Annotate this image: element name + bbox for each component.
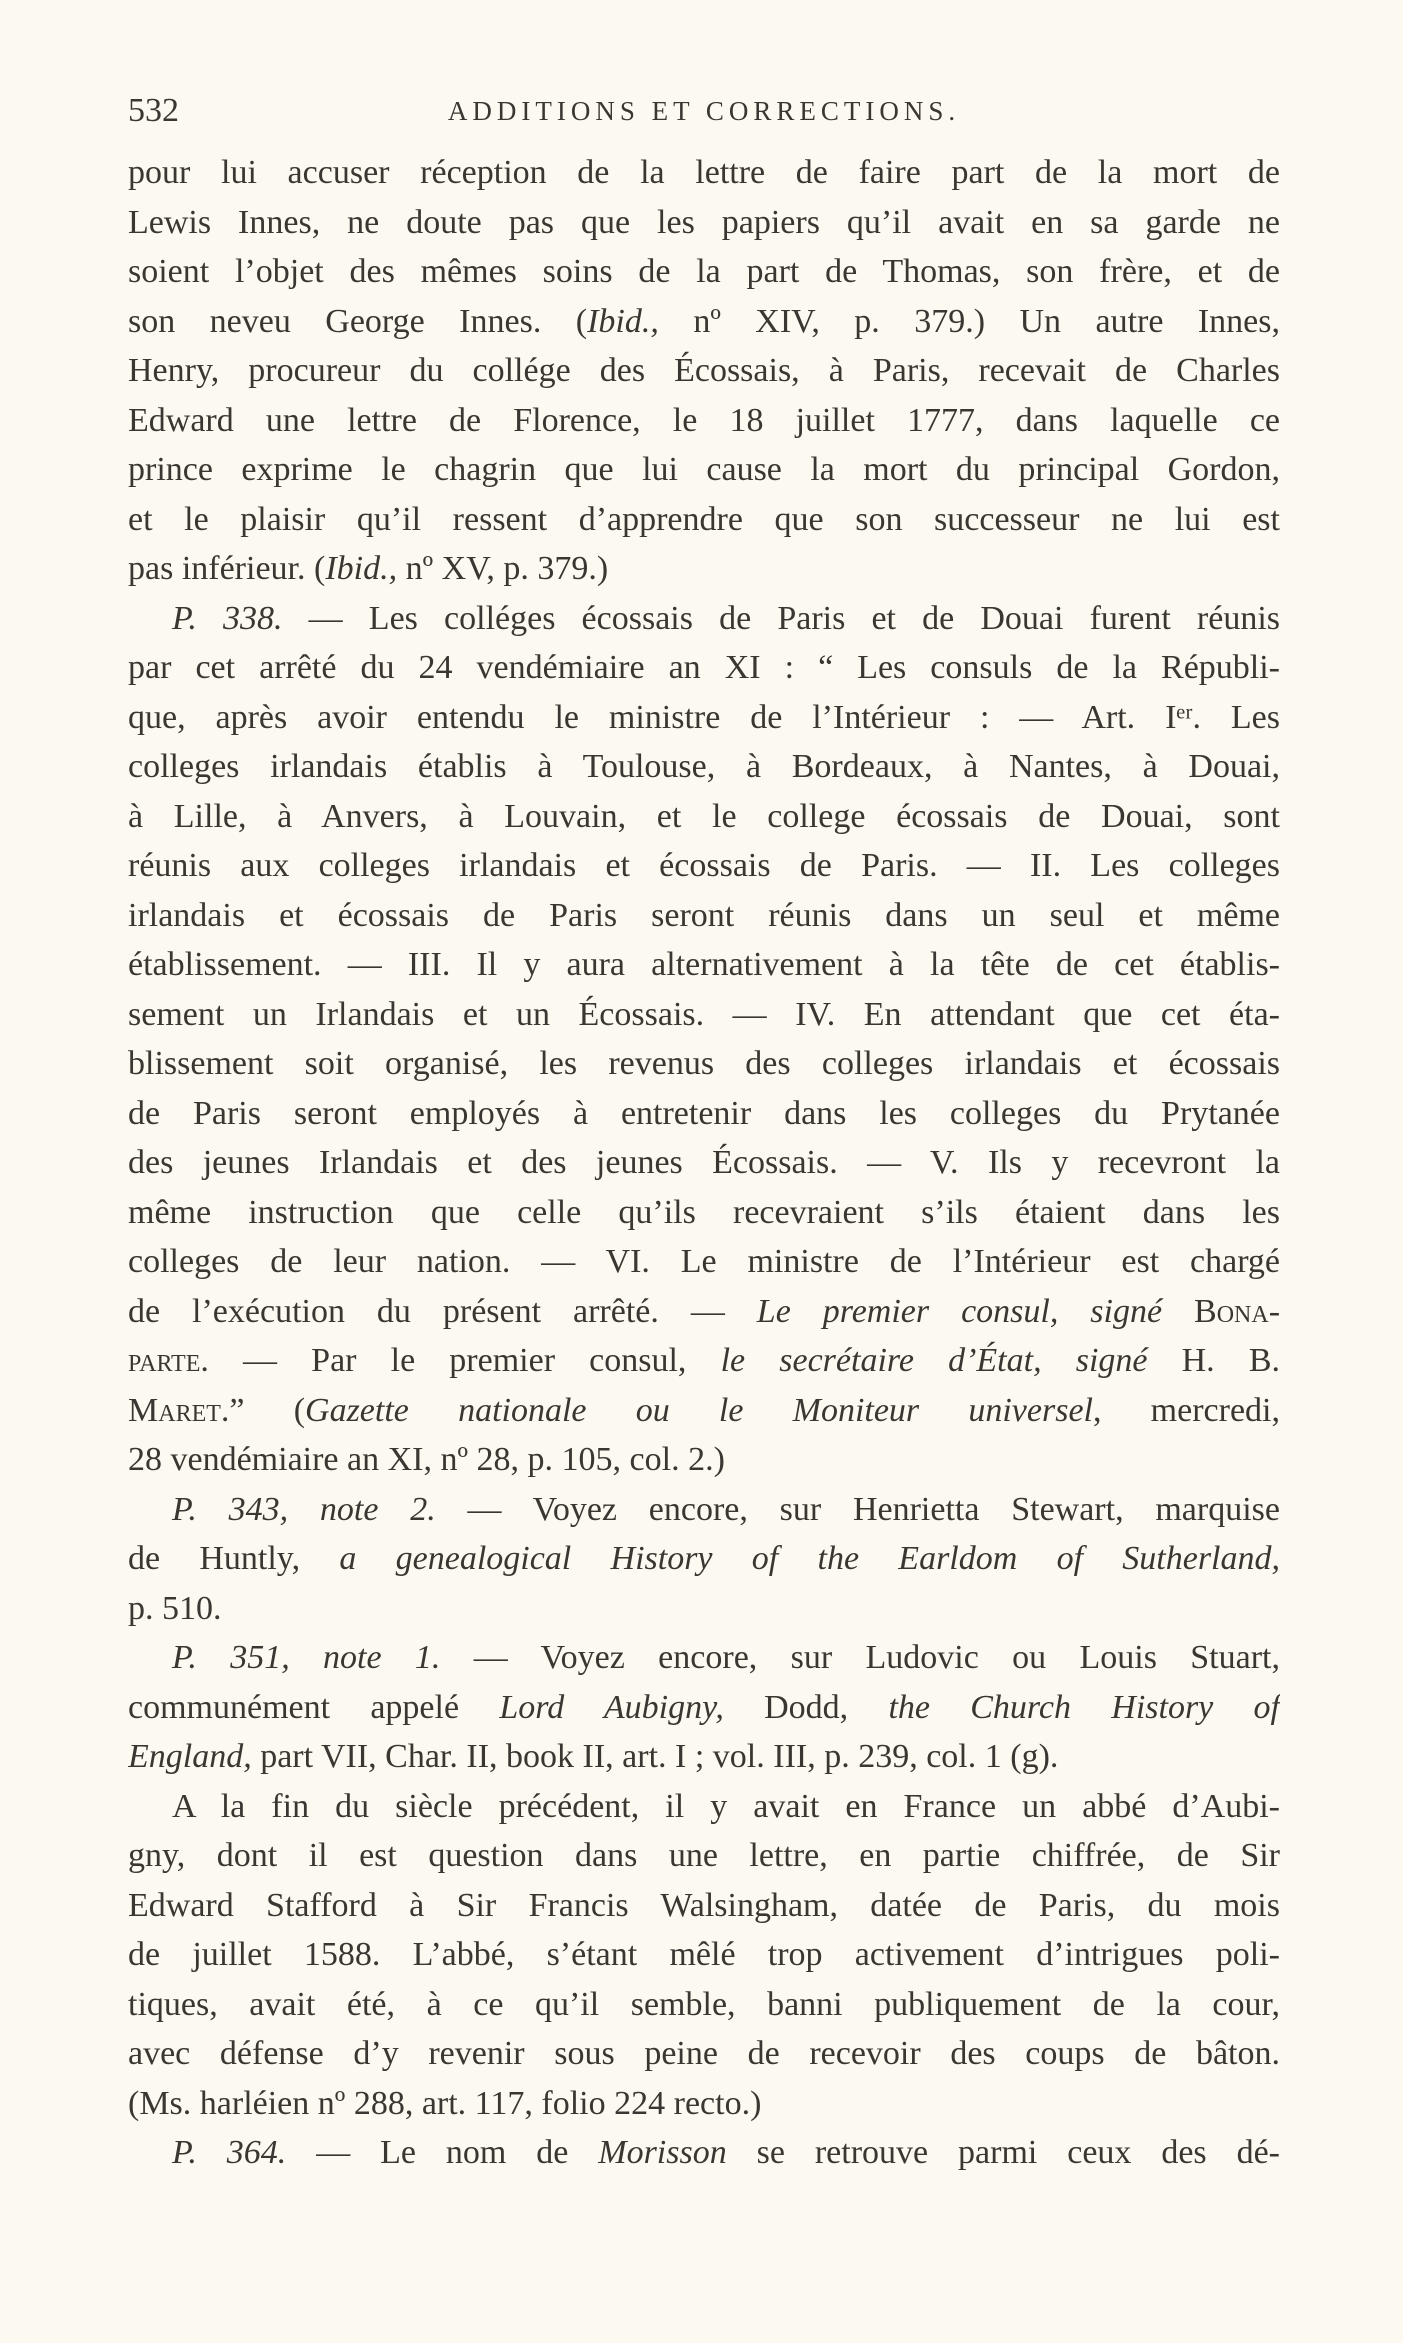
text-line <box>128 1732 1280 1782</box>
text-run: pour lui accuser réception de la lettre de faire part de la mort de <box>128 154 1280 191</box>
italic-text: P. 343, note 2. <box>172 1490 436 1528</box>
text-run: nº XV, p. 379.) <box>397 550 609 587</box>
text-run: Edward Stafford à Sir Francis Walsingham, datée de Paris, du mois <box>128 1886 1280 1924</box>
text-line <box>128 1534 1280 1584</box>
text-line <box>128 1980 1280 2030</box>
text-run: à Lille, à Anvers, à Louvain, et le college écossais de Douai, sont <box>128 797 1280 835</box>
text-run: (Ms. harléien nº 288, art. 117, folio 224 recto.) <box>128 2084 762 2122</box>
running-title: ADDITIONS ET CORRECTIONS. <box>447 96 961 126</box>
text-line <box>128 891 1280 941</box>
text-run: de Paris seront employés à entretenir dans les colleges du Prytanée <box>128 1094 1280 1132</box>
text-run: même instruction que celle qu’ils recevraient s’ils étaient dans les <box>128 1193 1280 1231</box>
text-line <box>128 1237 1280 1287</box>
italic-text: P. 364. <box>172 2134 287 2171</box>
text-line <box>128 1287 1280 1337</box>
italic-text: England, <box>128 1738 252 1775</box>
text-run: nº XIV, p. 379.) Un autre Innes, <box>658 302 1280 340</box>
text-run: p. 510. <box>128 1589 222 1627</box>
text-run: , mercredi, <box>1092 1391 1280 1429</box>
italic-text: the Church History of <box>888 1688 1280 1726</box>
italic-text: Ibid., <box>325 550 398 587</box>
text-line <box>128 742 1280 792</box>
text-run: réunis aux colleges irlandais et écossais de Paris. — II. Les colleges <box>128 847 1280 884</box>
small-caps-text: Maret. <box>128 1391 230 1429</box>
page-header <box>128 92 1280 140</box>
text-run: colleges de leur nation. — VI. Le ministre de l’Intérieur est chargé <box>128 1243 1280 1280</box>
text-run: Dodd, <box>723 1688 889 1726</box>
text-run: blissement soit organisé, les revenus des colleges irlandais et écossais <box>128 1045 1280 1082</box>
text-run: tiques, avait été, à ce qu’il semble, banni publiquement de la cour, <box>128 1985 1280 2023</box>
text-line <box>128 247 1280 297</box>
text-line <box>128 198 1280 248</box>
text-line <box>128 1138 1280 1188</box>
text-run: et le plaisir qu’il ressent d’apprendre que son successeur ne lui est <box>128 500 1280 538</box>
text-run: 28 vendémiaire an XI, nº 28, p. 105, col. 2.) <box>128 1441 725 1478</box>
text-line <box>128 297 1280 347</box>
italic-text: le secrétaire d’État, signé <box>720 1342 1148 1379</box>
text-line <box>128 396 1280 446</box>
text-line <box>128 1386 1280 1436</box>
text-line <box>128 1782 1280 1832</box>
text-run: gny, dont il est question dans une lettre, en partie chiffrée, de Sir <box>128 1837 1280 1874</box>
text-line <box>128 2029 1280 2079</box>
text-line <box>128 693 1280 743</box>
text-line <box>128 2079 1280 2129</box>
text-run: — Les colléges écossais de Paris et de Douai furent réunis <box>282 599 1280 637</box>
text-run: ” ( <box>229 1391 306 1429</box>
text-run: part VII, Char. II, book II, art. I ; vol. III, p. 239, col. 1 (g). <box>251 1738 1059 1775</box>
text-run: Lewis Innes, ne doute pas que les papiers qu’il avait en sa garde ne <box>128 203 1280 241</box>
text-run: — Le nom de <box>286 2134 599 2171</box>
italic-text: Morisson <box>598 2134 727 2171</box>
italic-text: P. 338. <box>172 599 283 637</box>
text-run: avec défense d’y revenir sous peine de recevoir des coups de bâton. <box>128 2035 1280 2072</box>
text-run: de l’exécution du présent arrêté. — <box>128 1292 757 1330</box>
text-line <box>128 495 1280 545</box>
text-line <box>128 1039 1280 1089</box>
text-run: communément appelé <box>128 1688 500 1726</box>
text-run: des jeunes Irlandais et des jeunes Écossais. — V. Ils y recevront la <box>128 1144 1280 1181</box>
text-run: pas inférieur. ( <box>128 550 326 587</box>
page-body-text <box>128 148 1280 2178</box>
text-run: Henry, procureur du collége des Écossais, à Paris, recevait de Charles <box>128 352 1280 389</box>
text-line <box>128 990 1280 1040</box>
text-line <box>128 792 1280 842</box>
text-run: — Voyez encore, sur Ludovic ou Louis Stuart, <box>440 1639 1280 1676</box>
text-run: — Voyez encore, sur Henrietta Stewart, marquise <box>435 1490 1280 1528</box>
text-run: son neveu George Innes. ( <box>128 302 588 340</box>
text-line <box>128 1633 1280 1683</box>
text-run: de juillet 1588. L’abbé, s’étant mêlé trop activement d’intrigues poli- <box>128 1936 1280 1973</box>
text-line <box>128 594 1280 644</box>
italic-text: a genealogical History of the Earldom of Sutherland, <box>339 1540 1280 1577</box>
text-line <box>128 2128 1280 2178</box>
italic-text: P. 351, note 1. <box>172 1639 441 1676</box>
text-run: par cet arrêté du 24 vendémiaire an XI : “ Les consuls de la Républi- <box>128 649 1280 686</box>
text-run: se retrouve parmi ceux des dé- <box>726 2134 1280 2171</box>
text-line <box>128 940 1280 990</box>
text-line <box>128 1881 1280 1931</box>
text-line <box>128 1683 1280 1733</box>
text-line <box>128 346 1280 396</box>
page-number: 532 <box>128 92 179 129</box>
text-line <box>128 148 1280 198</box>
text-line <box>128 1584 1280 1634</box>
text-run: Edward une lettre de Florence, le 18 juillet 1777, dans laquelle ce <box>128 401 1280 439</box>
text-line <box>128 1930 1280 1980</box>
text-line <box>128 841 1280 891</box>
small-caps-text: parte. <box>128 1342 209 1379</box>
text-line <box>128 1188 1280 1238</box>
text-line <box>128 643 1280 693</box>
text-run: irlandais et écossais de Paris seront réunis dans un seul et même <box>128 896 1280 934</box>
italic-text: Lord Aubigny, <box>499 1688 724 1726</box>
italic-text: Gazette nationale ou le Moniteur universel <box>305 1391 1093 1429</box>
text-run: A la fin du siècle précédent, il y avait en France un abbé d’Aubi- <box>172 1787 1280 1825</box>
text-line <box>128 1089 1280 1139</box>
text-line <box>128 544 1280 594</box>
text-run: prince exprime le chagrin que lui cause la mort du principal Gordon, <box>128 451 1280 488</box>
text-run: — Par le premier consul, <box>208 1342 721 1379</box>
text-line <box>128 1831 1280 1881</box>
italic-text: Le premier consul, signé <box>756 1292 1163 1330</box>
text-line <box>128 1435 1280 1485</box>
text-run <box>1162 1293 1194 1330</box>
text-line <box>128 1485 1280 1535</box>
text-run: soient l’objet des mêmes soins de la part de Thomas, son frère, et de <box>128 253 1280 290</box>
text-run: H. B. <box>1147 1342 1280 1379</box>
text-run: sement un Irlandais et un Écossais. — IV. En attendant que cet éta- <box>128 995 1280 1033</box>
text-line <box>128 445 1280 495</box>
text-run: de Huntly, <box>128 1540 340 1577</box>
italic-text: Ibid., <box>587 302 659 340</box>
text-run: établissement. — III. Il y aura alternativement à la tête de cet établis- <box>128 946 1280 983</box>
text-run: que, après avoir entendu le ministre de l’Intérieur : — Art. Iᵉʳ. Les <box>128 698 1280 736</box>
small-caps-text: Bona- <box>1194 1292 1280 1330</box>
text-line <box>128 1336 1280 1386</box>
text-run: colleges irlandais établis à Toulouse, à Bordeaux, à Nantes, à Douai, <box>128 748 1280 785</box>
